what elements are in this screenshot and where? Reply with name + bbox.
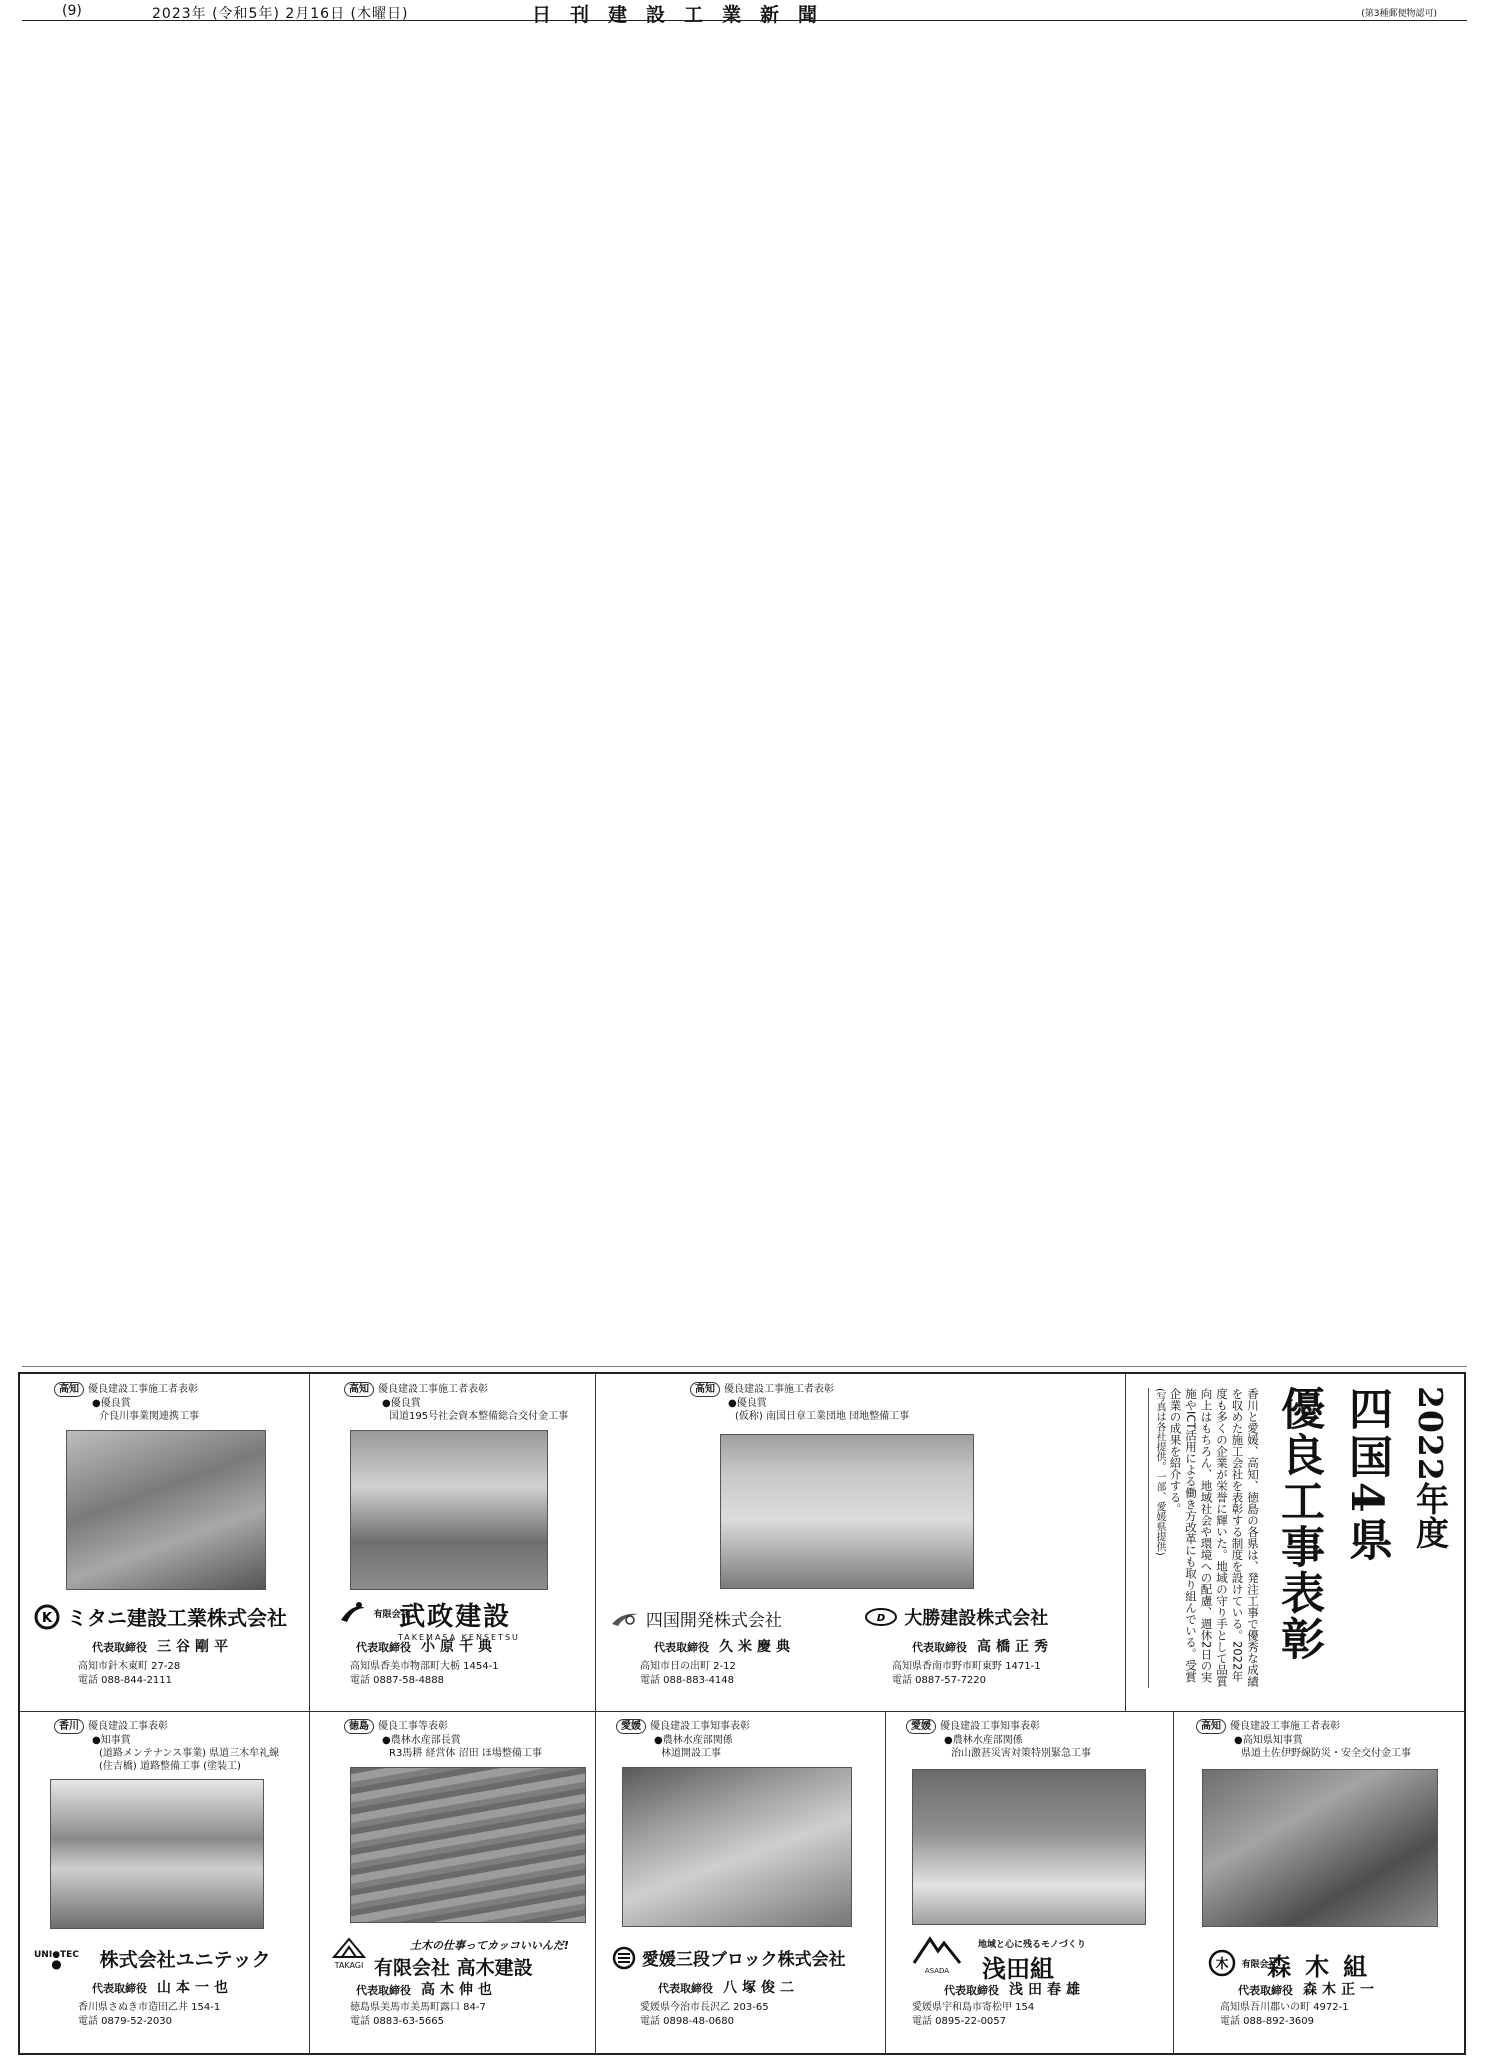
award-name: 優良建設工事施工者表彰 (88, 1384, 198, 1395)
award-rank: ●農林水産部関係 (944, 1735, 1023, 1746)
contact (78, 1660, 180, 1688)
project-name-line2: (住吉橋) 道路整備工事 (塗装工) (99, 1761, 241, 1772)
contact (912, 2001, 1034, 2029)
company-name: 大勝建設株式会社 (904, 1608, 1049, 1629)
prefecture-badge: 愛媛 (906, 1719, 936, 1734)
award-text (344, 1382, 568, 1423)
feature-title-line2: 優良工事表彰 (1273, 1386, 1324, 1662)
rep-name: 小原千典 (421, 1639, 497, 1655)
newspaper-header (22, 0, 1467, 26)
ad-takagi (310, 1711, 596, 2053)
takagi-mountain-logo-icon (332, 1937, 366, 1970)
phone: 電話 0883-63-5665 (350, 2016, 445, 2027)
shikoku-kaihatsu-logo-icon (610, 1610, 640, 1633)
address: 高知市針木東町 27-28 (78, 1661, 181, 1672)
postal-registration: (第3種郵便物認可) (1361, 9, 1437, 19)
prefecture-badge: 香川 (54, 1719, 84, 1734)
newspaper-name: 日刊建設工業新聞 (532, 4, 837, 26)
address: 愛媛県宇和島市寄松甲 154 (912, 2002, 1035, 2013)
address: 徳島県美馬市美馬町露口 84-7 (350, 2002, 486, 2013)
award-name: 優良建設工事表彰 (88, 1721, 168, 1732)
project-photo (622, 1767, 852, 1927)
representative (944, 1979, 1085, 1999)
mitani-k-logo-icon (34, 1604, 60, 1635)
address: 愛媛県今治市長沢乙 203-65 (640, 2002, 769, 2013)
award-name: 優良建設工事施工者表彰 (1230, 1721, 1340, 1732)
award-rank: ●農林水産部関係 (654, 1735, 733, 1746)
prefecture-badge: 高知 (1196, 1719, 1226, 1734)
feature-vertical-text (1138, 1382, 1458, 1700)
phone: 電話 0879-52-2030 (78, 2016, 173, 2027)
company-block (1208, 1947, 1381, 1982)
phone: 電話 0895-22-0057 (912, 2016, 1007, 2027)
contact (640, 1660, 736, 1688)
company-block (612, 1945, 846, 1975)
page-number: (9) (62, 3, 82, 19)
award-text (344, 1719, 542, 1760)
logo-text: TAKAGI (334, 1961, 364, 1970)
representative (912, 1636, 1053, 1656)
address: 高知県吾川郡いの町 4972-1 (1220, 2002, 1349, 2013)
ehime-sandan-logo-icon (612, 1946, 636, 1975)
project-name: 林道開設工事 (661, 1748, 721, 1759)
ad-moriki (1174, 1711, 1464, 2053)
rep-title: 代表取締役 (944, 1984, 999, 1997)
phone: 電話 088-892-3609 (1220, 2016, 1315, 2027)
section-rule (22, 1366, 1467, 1367)
rep-name: 高橋正秀 (977, 1639, 1053, 1655)
takemasa-swirl-logo-icon (338, 1600, 368, 1630)
project-name: (道路メンテナンス事業) 県道三木牟礼線 (99, 1748, 280, 1759)
award-text (616, 1719, 750, 1760)
award-rank: ●知事賞 (92, 1735, 131, 1746)
taisho-oval-logo-icon (864, 1607, 898, 1632)
prefecture-badge: 高知 (344, 1382, 374, 1397)
prefecture-badge: 高知 (690, 1382, 720, 1397)
project-photo (350, 1430, 548, 1590)
company-slogan: 土木の仕事ってカッコいいんだ! (410, 1939, 569, 1952)
company-name: 株式会社ユニテック (99, 1949, 271, 1971)
rep-name: 久米慶典 (719, 1639, 795, 1655)
rep-name: 森木正一 (1303, 1982, 1379, 1998)
award-name: 優良工事等表彰 (378, 1721, 448, 1732)
representative (356, 1636, 497, 1656)
company-name: 武政建設 (399, 1602, 512, 1632)
award-rank: ●優良賞 (92, 1398, 131, 1409)
phone: 電話 0898-48-0680 (640, 2016, 735, 2027)
feature-block (1126, 1374, 1464, 1711)
rep-name: 山本一也 (157, 1980, 233, 1996)
contact (1220, 2001, 1349, 2029)
rep-name: 三谷剛平 (157, 1639, 233, 1655)
moriki-crest-logo-icon (1208, 1949, 1236, 1981)
award-text (690, 1382, 909, 1423)
issue-date: 2023年 (令和5年) 2月16日 (木曜日) (152, 6, 409, 22)
prefecture-badge: 徳島 (344, 1719, 374, 1734)
address: 高知市日の出町 2-12 (640, 1661, 736, 1672)
prefecture-badge: 愛媛 (616, 1719, 646, 1734)
contact (78, 2001, 220, 2029)
representative (658, 1977, 799, 1997)
project-photo (66, 1430, 266, 1590)
header-rule (22, 20, 1467, 21)
ad-row-bottom (20, 1711, 1464, 2053)
company-block-shikoku (610, 1606, 782, 1633)
rep-name: 八塚俊二 (723, 1980, 799, 1996)
contact (350, 2001, 486, 2029)
svg-text:D: D (876, 1612, 886, 1624)
project-photo (720, 1434, 974, 1589)
rep-title: 代表取締役 (1238, 1984, 1293, 1997)
award-text (1196, 1719, 1411, 1760)
rep-name: 高木伸也 (421, 1982, 497, 1998)
representative (356, 1979, 497, 1999)
phone: 電話 088-844-2111 (78, 1675, 173, 1686)
feature-body: 香川と愛媛、高知、徳島の各県は、発注工事で優秀な成績を収めた施工会社を表彰する制度を設けている。2022年度も多くの企業が栄誉に輝いた。地域の守り手として品質向上はもちろん、地域社会や環境への配慮、週休2日の実施やICT活用による働き方改革にも取り組んでいる。受賞企業の成果を紹介する。 (1168, 1388, 1260, 1687)
award-rank: ●優良賞 (728, 1398, 767, 1409)
award-text (906, 1719, 1091, 1760)
award-rank: ●農林水産部長賞 (382, 1735, 461, 1746)
project-name: 国道195号社会資本整備総合交付金工事 (389, 1411, 569, 1422)
ad-jv (596, 1374, 1126, 1711)
rep-title: 代表取締役 (356, 1984, 411, 1997)
unitec-logo-icon: UNI●TEC ● (34, 1949, 79, 1971)
feature-title-line1: 四国4県 (1341, 1386, 1392, 1565)
ad-takemasa (310, 1374, 596, 1711)
company-slogan: 地域と心に残るモノづくり (978, 1940, 1086, 1950)
address: 高知県香美市物部町大栃 1454-1 (350, 1661, 499, 1672)
contact (892, 1660, 1041, 1688)
logo-text: UNI●TEC (34, 1949, 79, 1960)
svg-text:木: 木 (1215, 1956, 1229, 1972)
award-text (54, 1382, 199, 1423)
project-photo (350, 1767, 586, 1923)
company-prefix: 有限会社 (373, 1609, 410, 1620)
ad-asada (886, 1711, 1174, 2053)
representative (654, 1636, 795, 1656)
representative (1238, 1979, 1379, 1999)
contact (640, 2001, 769, 2029)
award-ad-section (18, 1372, 1466, 2055)
project-photo (50, 1779, 264, 1929)
company-name: ミタニ建設工業株式会社 (66, 1606, 287, 1630)
award-name: 優良建設工事知事表彰 (940, 1721, 1040, 1732)
ad-ehime-sandan (596, 1711, 886, 2053)
ad-mitani (20, 1374, 310, 1711)
svg-text:K: K (41, 1611, 53, 1626)
project-name: R3馬耕 経営体 沼田 ほ場整備工事 (389, 1748, 542, 1759)
project-name: (仮称) 南国日章工業団地 団地整備工事 (735, 1411, 910, 1422)
representative (92, 1977, 233, 1997)
award-name: 優良建設工事施工者表彰 (378, 1384, 488, 1395)
prefecture-badge: 高知 (54, 1382, 84, 1397)
company-block-taisho (864, 1604, 1048, 1632)
award-rank: ●優良賞 (382, 1398, 421, 1409)
phone: 電話 0887-58-4888 (350, 1675, 445, 1686)
company-prefix: 有限会社 (1241, 1959, 1278, 1970)
award-name: 優良建設工事知事表彰 (650, 1721, 750, 1732)
rep-title: 代表取締役 (92, 1982, 147, 1995)
company-name: 浅田組 (982, 1955, 1054, 1983)
phone: 電話 088-883-4148 (640, 1675, 735, 1686)
rep-title: 代表取締役 (654, 1641, 709, 1654)
contact (350, 1660, 499, 1688)
blank-page-area (22, 24, 1467, 1364)
company-name: 有限会社 高木建設 (374, 1957, 533, 1979)
rep-title: 代表取締役 (912, 1641, 967, 1654)
company-roman: TAKEMASA KENSETSU (398, 1633, 520, 1642)
company-block (34, 1602, 287, 1635)
logo-text: ASADA (924, 1967, 950, 1975)
award-name: 優良建設工事施工者表彰 (724, 1384, 834, 1395)
award-rank: ●高知県知事賞 (1234, 1735, 1303, 1746)
address: 香川県さぬき市造田乙井 154-1 (78, 2002, 221, 2013)
feature-year: 2022年度 (1411, 1386, 1450, 1550)
project-photo (1202, 1769, 1438, 1927)
rep-title: 代表取締役 (658, 1982, 713, 1995)
ad-unitec (20, 1711, 310, 2053)
company-block (34, 1945, 271, 1972)
project-name: 介良川事業関連携工事 (99, 1411, 199, 1422)
rep-title: 代表取締役 (92, 1641, 147, 1654)
phone: 電話 0887-57-7220 (892, 1675, 987, 1686)
asada-mountain-logo-icon (912, 1935, 962, 1975)
company-name: 四国開発株式会社 (645, 1611, 782, 1631)
company-name: 森木組 (1267, 1952, 1382, 1981)
project-photo (912, 1769, 1146, 1925)
award-text (54, 1719, 279, 1773)
rep-title: 代表取締役 (356, 1641, 411, 1654)
company-name: 愛媛三段ブロック株式会社 (641, 1950, 846, 1970)
address: 高知県香南市野市町東野 1471-1 (892, 1661, 1041, 1672)
project-name: 治山激甚災害対策特別緊急工事 (951, 1748, 1091, 1759)
photo-credit: (写真は各社提供。一部、愛媛県提供) (1148, 1388, 1166, 1688)
ad-row-top (20, 1374, 1464, 1712)
project-name: 県道土佐伊野線防災・安全交付金工事 (1241, 1748, 1411, 1759)
representative (92, 1636, 233, 1656)
rep-name: 浅田春雄 (1009, 1982, 1085, 1998)
